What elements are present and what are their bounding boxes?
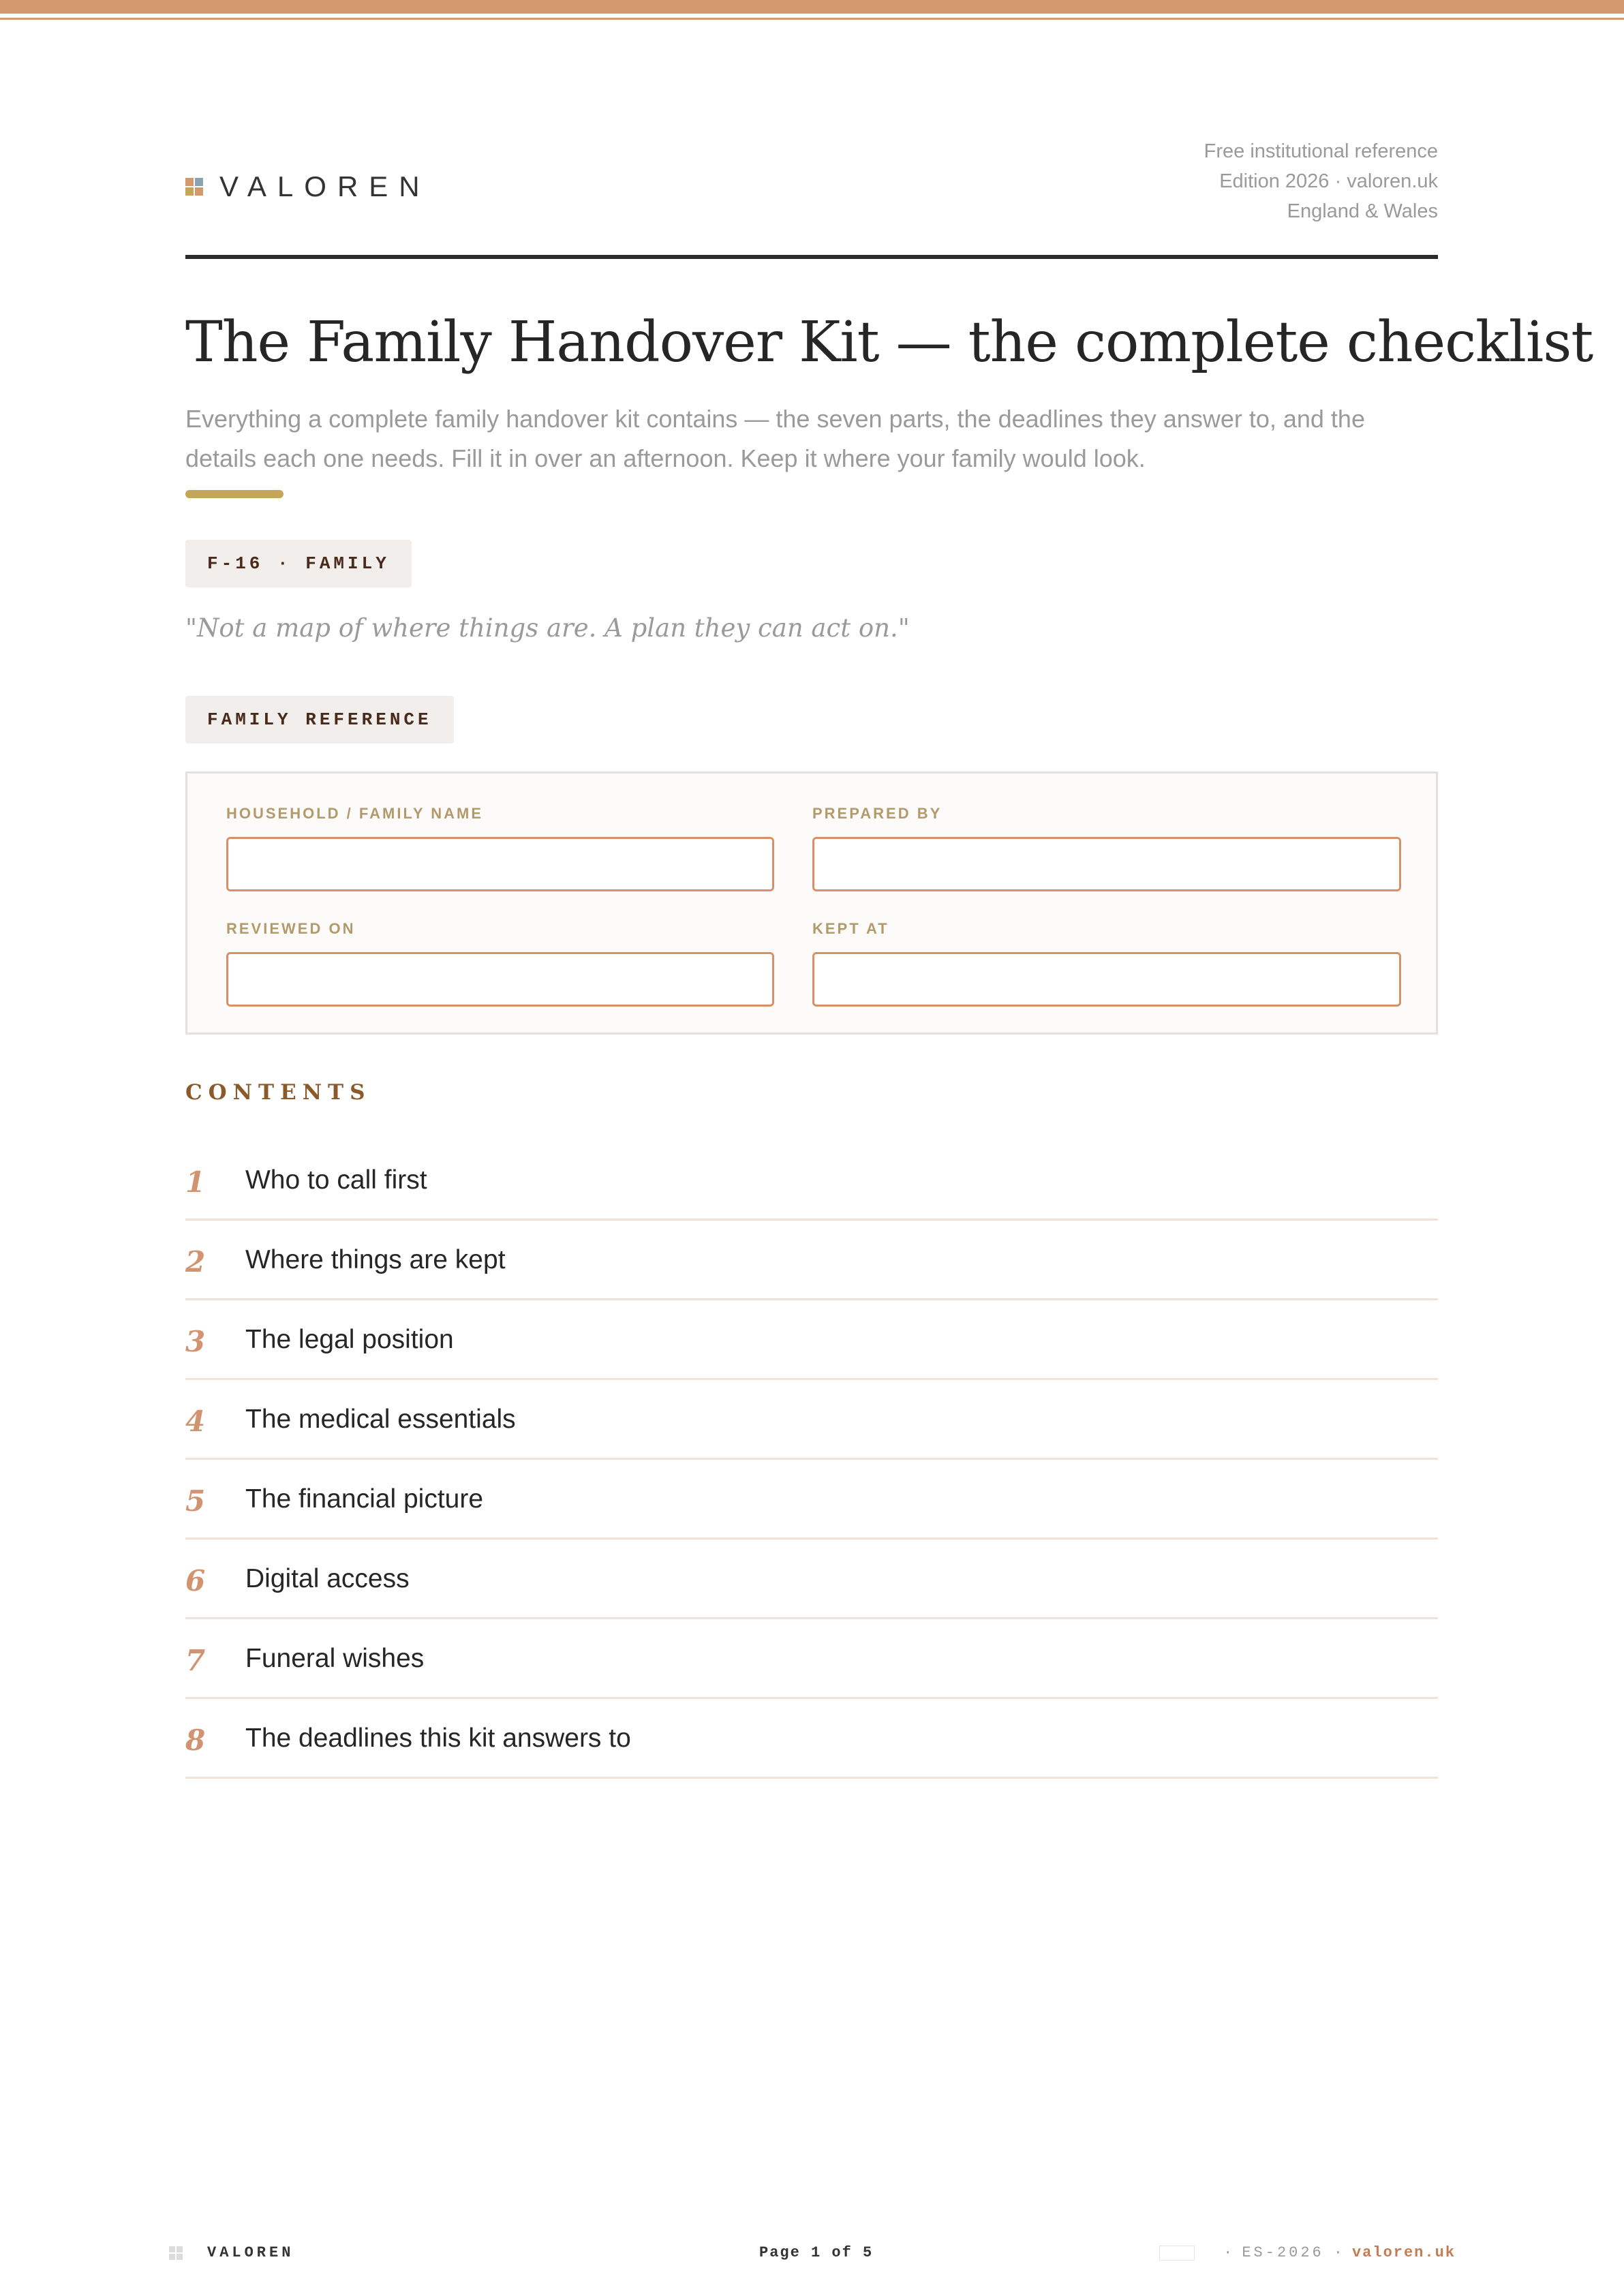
page-header <box>185 136 1438 259</box>
family-reference-form <box>185 771 1438 1035</box>
contents-item[interactable] <box>185 1619 1438 1699</box>
footer-mark-square <box>177 2246 183 2252</box>
contents-item-number: 5 <box>185 1484 206 1518</box>
header-divider <box>185 255 1438 259</box>
header-meta <box>1204 136 1438 226</box>
household-name-label: HOUSEHOLD / FAMILY NAME <box>226 805 484 822</box>
footer-meta <box>1159 2244 1456 2261</box>
contents-item-number: 7 <box>185 1644 206 1677</box>
brand-mark-square <box>185 187 194 196</box>
contents-item-number: 2 <box>185 1245 206 1279</box>
contents-item-number: 1 <box>185 1165 206 1199</box>
footer-separator: · <box>1333 2244 1343 2261</box>
brand-mark-square <box>195 187 203 196</box>
brand-mark-square <box>195 178 203 186</box>
brand-mark-square <box>185 178 194 186</box>
contents-item-label: The medical essentials <box>245 1405 516 1434</box>
contents-item[interactable] <box>185 1141 1438 1221</box>
contents-item-label: Digital access <box>245 1564 410 1593</box>
contents-item-number: 3 <box>185 1325 206 1358</box>
contents-item-label: Where things are kept <box>245 1245 506 1274</box>
footer-qr-placeholder <box>1159 2246 1195 2261</box>
prepared-by-label: PREPARED BY <box>812 805 943 822</box>
document-code-tag: F-16 · FAMILY <box>185 540 412 587</box>
contents-item-number: 8 <box>185 1724 206 1757</box>
contents-item[interactable] <box>185 1540 1438 1619</box>
contents-item-number: 6 <box>185 1564 206 1597</box>
page-quote: "Not a map of where things are. A plan they can act on." <box>185 613 910 643</box>
contents-item-label: The legal position <box>245 1325 454 1354</box>
meta-line-reference: Free institutional reference <box>1204 140 1438 162</box>
meta-line-edition: Edition 2026 · valoren.uk <box>1219 170 1438 192</box>
page-footer <box>169 2239 1456 2266</box>
kept-at-input[interactable] <box>812 952 1401 1007</box>
contents-item[interactable] <box>185 1460 1438 1540</box>
contents-heading: CONTENTS <box>185 1080 371 1105</box>
footer-mark-square <box>169 2246 175 2252</box>
page-title: The Family Handover Kit — the complete checklist <box>185 310 1593 375</box>
page-number: Page 1 of 5 <box>759 2244 874 2261</box>
prepared-by-input[interactable] <box>812 837 1401 891</box>
contents-item[interactable] <box>185 1221 1438 1300</box>
footer-brand-mark-icon <box>169 2246 183 2260</box>
footer-edition-code: ES-2026 <box>1242 2244 1324 2261</box>
brand-logo <box>185 170 431 203</box>
top-accent-line <box>0 18 1624 20</box>
contents-item[interactable] <box>185 1300 1438 1380</box>
contents-item[interactable] <box>185 1699 1438 1779</box>
top-accent-band <box>0 0 1624 14</box>
footer-brand-name: VALOREN <box>207 2244 294 2261</box>
family-reference-heading: FAMILY REFERENCE <box>185 696 454 744</box>
footer-mark-square <box>169 2254 175 2260</box>
contents-item-label: The deadlines this kit answers to <box>245 1724 631 1753</box>
footer-url-link[interactable]: valoren.uk <box>1351 2244 1456 2261</box>
contents-list <box>185 1141 1438 1779</box>
footer-logo <box>169 2244 294 2261</box>
contents-item-label: Who to call first <box>245 1165 427 1195</box>
footer-separator: · <box>1223 2244 1233 2261</box>
reviewed-on-input[interactable] <box>226 952 774 1007</box>
kept-at-label: KEPT AT <box>812 920 889 937</box>
contents-item-label: The financial picture <box>245 1484 484 1514</box>
title-accent-rule <box>185 490 284 498</box>
meta-line-jurisdiction: England & Wales <box>1287 200 1438 222</box>
household-name-input[interactable] <box>226 837 774 891</box>
reviewed-on-label: REVIEWED ON <box>226 920 356 937</box>
brand-mark-icon <box>185 178 203 196</box>
contents-item-number: 4 <box>185 1405 206 1438</box>
contents-item[interactable] <box>185 1380 1438 1460</box>
footer-mark-square <box>177 2254 183 2260</box>
brand-name: VALOREN <box>219 170 431 202</box>
contents-item-label: Funeral wishes <box>245 1644 425 1673</box>
page-subtitle: Everything a complete family handover kit contains — the seven parts, the deadlines they answer to, and the details each one needs. Fill it in over an afternoon. Keep it where your family would look. <box>185 405 1365 472</box>
